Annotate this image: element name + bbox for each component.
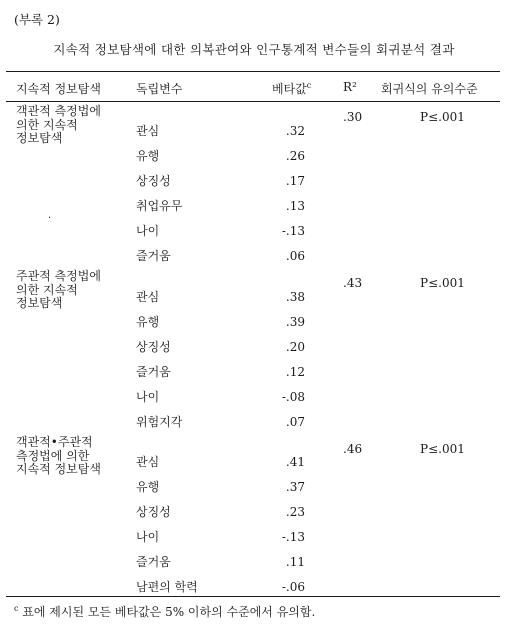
appendix-label: (부록 2) — [14, 12, 60, 27]
variable-name: 취업유무 — [136, 199, 183, 213]
group-significance: P≤.001 — [420, 110, 465, 124]
footnote — [14, 603, 315, 620]
group-significance: P≤.001 — [420, 442, 465, 456]
header-beta — [272, 80, 311, 97]
group-label: 객관적 측정법에 의한 지속적 정보탐색 — [16, 104, 101, 145]
beta-value: .32 — [285, 124, 305, 138]
variable-name: 유행 — [136, 480, 160, 494]
footnote-mark: c — [14, 604, 19, 613]
beta-value: .07 — [285, 415, 305, 429]
header-beta-label: 베타값 — [272, 82, 307, 96]
variable-name: 상징성 — [136, 174, 171, 188]
group-r2: .46 — [343, 442, 363, 456]
variable-name: 즐거움 — [136, 555, 171, 569]
beta-value: .12 — [285, 365, 305, 379]
beta-value: .37 — [285, 480, 305, 494]
variable-name: 나이 — [136, 390, 160, 404]
variable-name: 나이 — [136, 530, 160, 544]
beta-value: .38 — [285, 290, 305, 304]
scan-speck: · — [48, 213, 52, 224]
header-bottom-rule — [6, 101, 500, 102]
variable-name: 상징성 — [136, 340, 171, 354]
beta-value: -.13 — [281, 530, 305, 544]
variable-name: 위험지각 — [136, 415, 183, 429]
beta-value: .39 — [285, 315, 305, 329]
table-title: 지속적 정보탐색에 대한 의복관여와 인구통계적 변수들의 회귀분석 결과 — [53, 42, 455, 57]
table-bottom-rule — [6, 596, 500, 597]
variable-name: 즐거움 — [136, 249, 171, 263]
table-top-rule — [6, 71, 500, 72]
beta-value: .20 — [285, 340, 305, 354]
group-r2: .43 — [343, 276, 363, 290]
group-r2: .30 — [343, 110, 363, 124]
header-r2: R² — [343, 80, 357, 94]
beta-value: .23 — [285, 505, 305, 519]
variable-name: 관심 — [136, 455, 160, 469]
header-significance: 회귀식의 유의수준 — [381, 82, 478, 96]
group-label: 객관적•주관적 측정법에 의한 지속적 정보탐색 — [16, 435, 101, 476]
beta-value: .41 — [285, 455, 305, 469]
group-label: 주관적 측정법에 의한 지속적 정보탐색 — [16, 269, 101, 310]
beta-value: .17 — [285, 174, 305, 188]
beta-value: -.08 — [281, 390, 305, 404]
beta-value: .11 — [285, 555, 305, 569]
beta-value: .06 — [285, 249, 305, 263]
variable-name: 관심 — [136, 290, 160, 304]
beta-value: -.06 — [281, 580, 305, 594]
header-group: 지속적 정보탐색 — [16, 82, 101, 96]
beta-value: .26 — [285, 149, 305, 163]
variable-name: 즐거움 — [136, 365, 171, 379]
footnote-text: 표에 제시된 모든 베타값은 5% 이하의 수준에서 유의함. — [22, 605, 316, 619]
variable-name: 유행 — [136, 315, 160, 329]
variable-name: 상징성 — [136, 505, 171, 519]
header-beta-mark: c — [306, 81, 312, 90]
variable-name: 유행 — [136, 149, 160, 163]
header-variable: 독립변수 — [136, 82, 183, 96]
beta-value: -.13 — [281, 224, 305, 238]
variable-name: 남편의 학력 — [136, 580, 198, 594]
group-significance: P≤.001 — [420, 276, 465, 290]
beta-value: .13 — [285, 199, 305, 213]
variable-name: 나이 — [136, 224, 160, 238]
variable-name: 관심 — [136, 124, 160, 138]
